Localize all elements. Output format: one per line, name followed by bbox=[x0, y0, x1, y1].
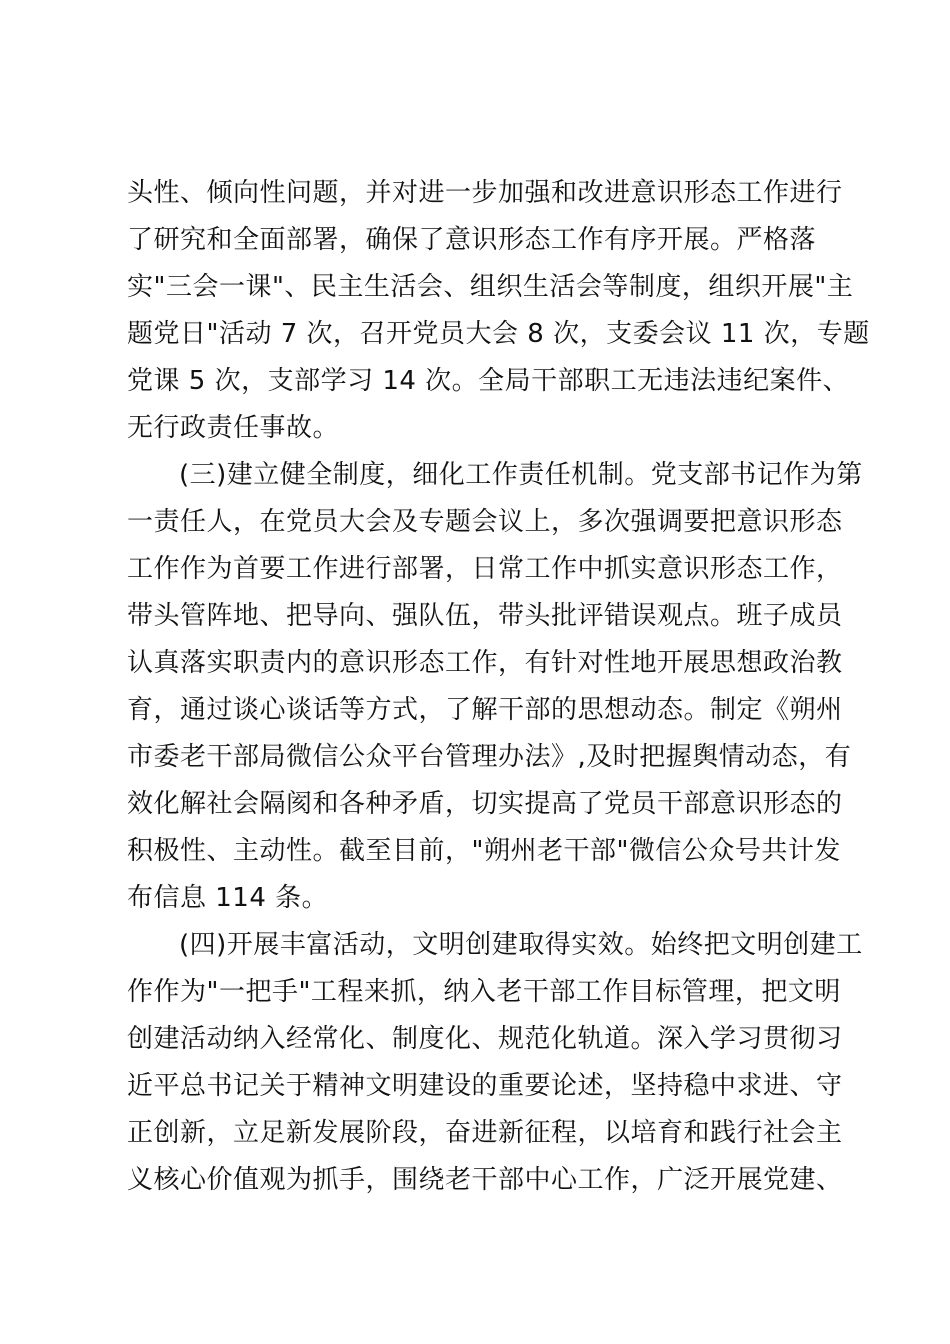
text-line: 认真落实职责内的意识形态工作，有针对性地开展思想政治教 bbox=[127, 648, 843, 678]
text-line: 正创新，立足新发展阶段，奋进新征程，以培育和践行社会主 bbox=[127, 1118, 843, 1148]
text-line: 了研究和全面部署，确保了意识形态工作有序开展。严格落 bbox=[127, 225, 817, 255]
paragraph-2 bbox=[127, 452, 863, 922]
text-line: 义核心价值观为抓手，围绕老干部中心工作，广泛开展党建、 bbox=[127, 1165, 843, 1195]
text-line: 布信息 114 条。 bbox=[127, 883, 329, 913]
text-line: 题党日"活动 7 次，召开党员大会 8 次，支委会议 11 次，专题 bbox=[127, 319, 870, 349]
text-line: 积极性、主动性。截至目前，"朔州老干部"微信公众号共计发 bbox=[127, 836, 841, 866]
text-line: 党课 5 次，支部学习 14 次。全局干部职工无违法违纪案件、 bbox=[127, 366, 850, 396]
text-line: 实"三会一课"、民主生活会、组织生活会等制度，组织开展"主 bbox=[127, 272, 854, 302]
text-line: 一责任人，在党员大会及专题会议上，多次强调要把意识形态 bbox=[127, 507, 843, 537]
text-line: 作作为"一把手"工程来抓，纳入老干部工作目标管理，把文明 bbox=[127, 977, 841, 1007]
text-line: 创建活动纳入经常化、制度化、规范化轨道。深入学习贯彻习 bbox=[127, 1024, 843, 1054]
text-line: 无行政责任事故。 bbox=[127, 413, 340, 443]
text-line: 育，通过谈心谈话等方式，了解干部的思想动态。制定《朔州 bbox=[127, 695, 843, 725]
text-line: (四)开展丰富活动，文明创建取得实效。始终把文明创建工 bbox=[179, 930, 863, 960]
text-line: 近平总书记关于精神文明建设的重要论述，坚持稳中求进、守 bbox=[127, 1071, 843, 1101]
text-line: 头性、倾向性问题，并对进一步加强和改进意识形态工作进行 bbox=[127, 178, 843, 208]
text-line: 工作作为首要工作进行部署，日常工作中抓实意识形态工作， bbox=[127, 554, 843, 584]
paragraph-3 bbox=[127, 922, 863, 1204]
text-line: (三)建立健全制度，细化工作责任机制。党支部书记作为第 bbox=[179, 460, 863, 490]
document-body bbox=[127, 170, 870, 1204]
text-line: 效化解社会隔阂和各种矛盾，切实提高了党员干部意识形态的 bbox=[127, 789, 843, 819]
paragraph-1 bbox=[127, 170, 870, 452]
text-line: 带头管阵地、把导向、强队伍，带头批评错误观点。班子成员 bbox=[127, 601, 843, 631]
text-line: 市委老干部局微信公众平台管理办法》,及时把握舆情动态，有 bbox=[127, 742, 852, 772]
